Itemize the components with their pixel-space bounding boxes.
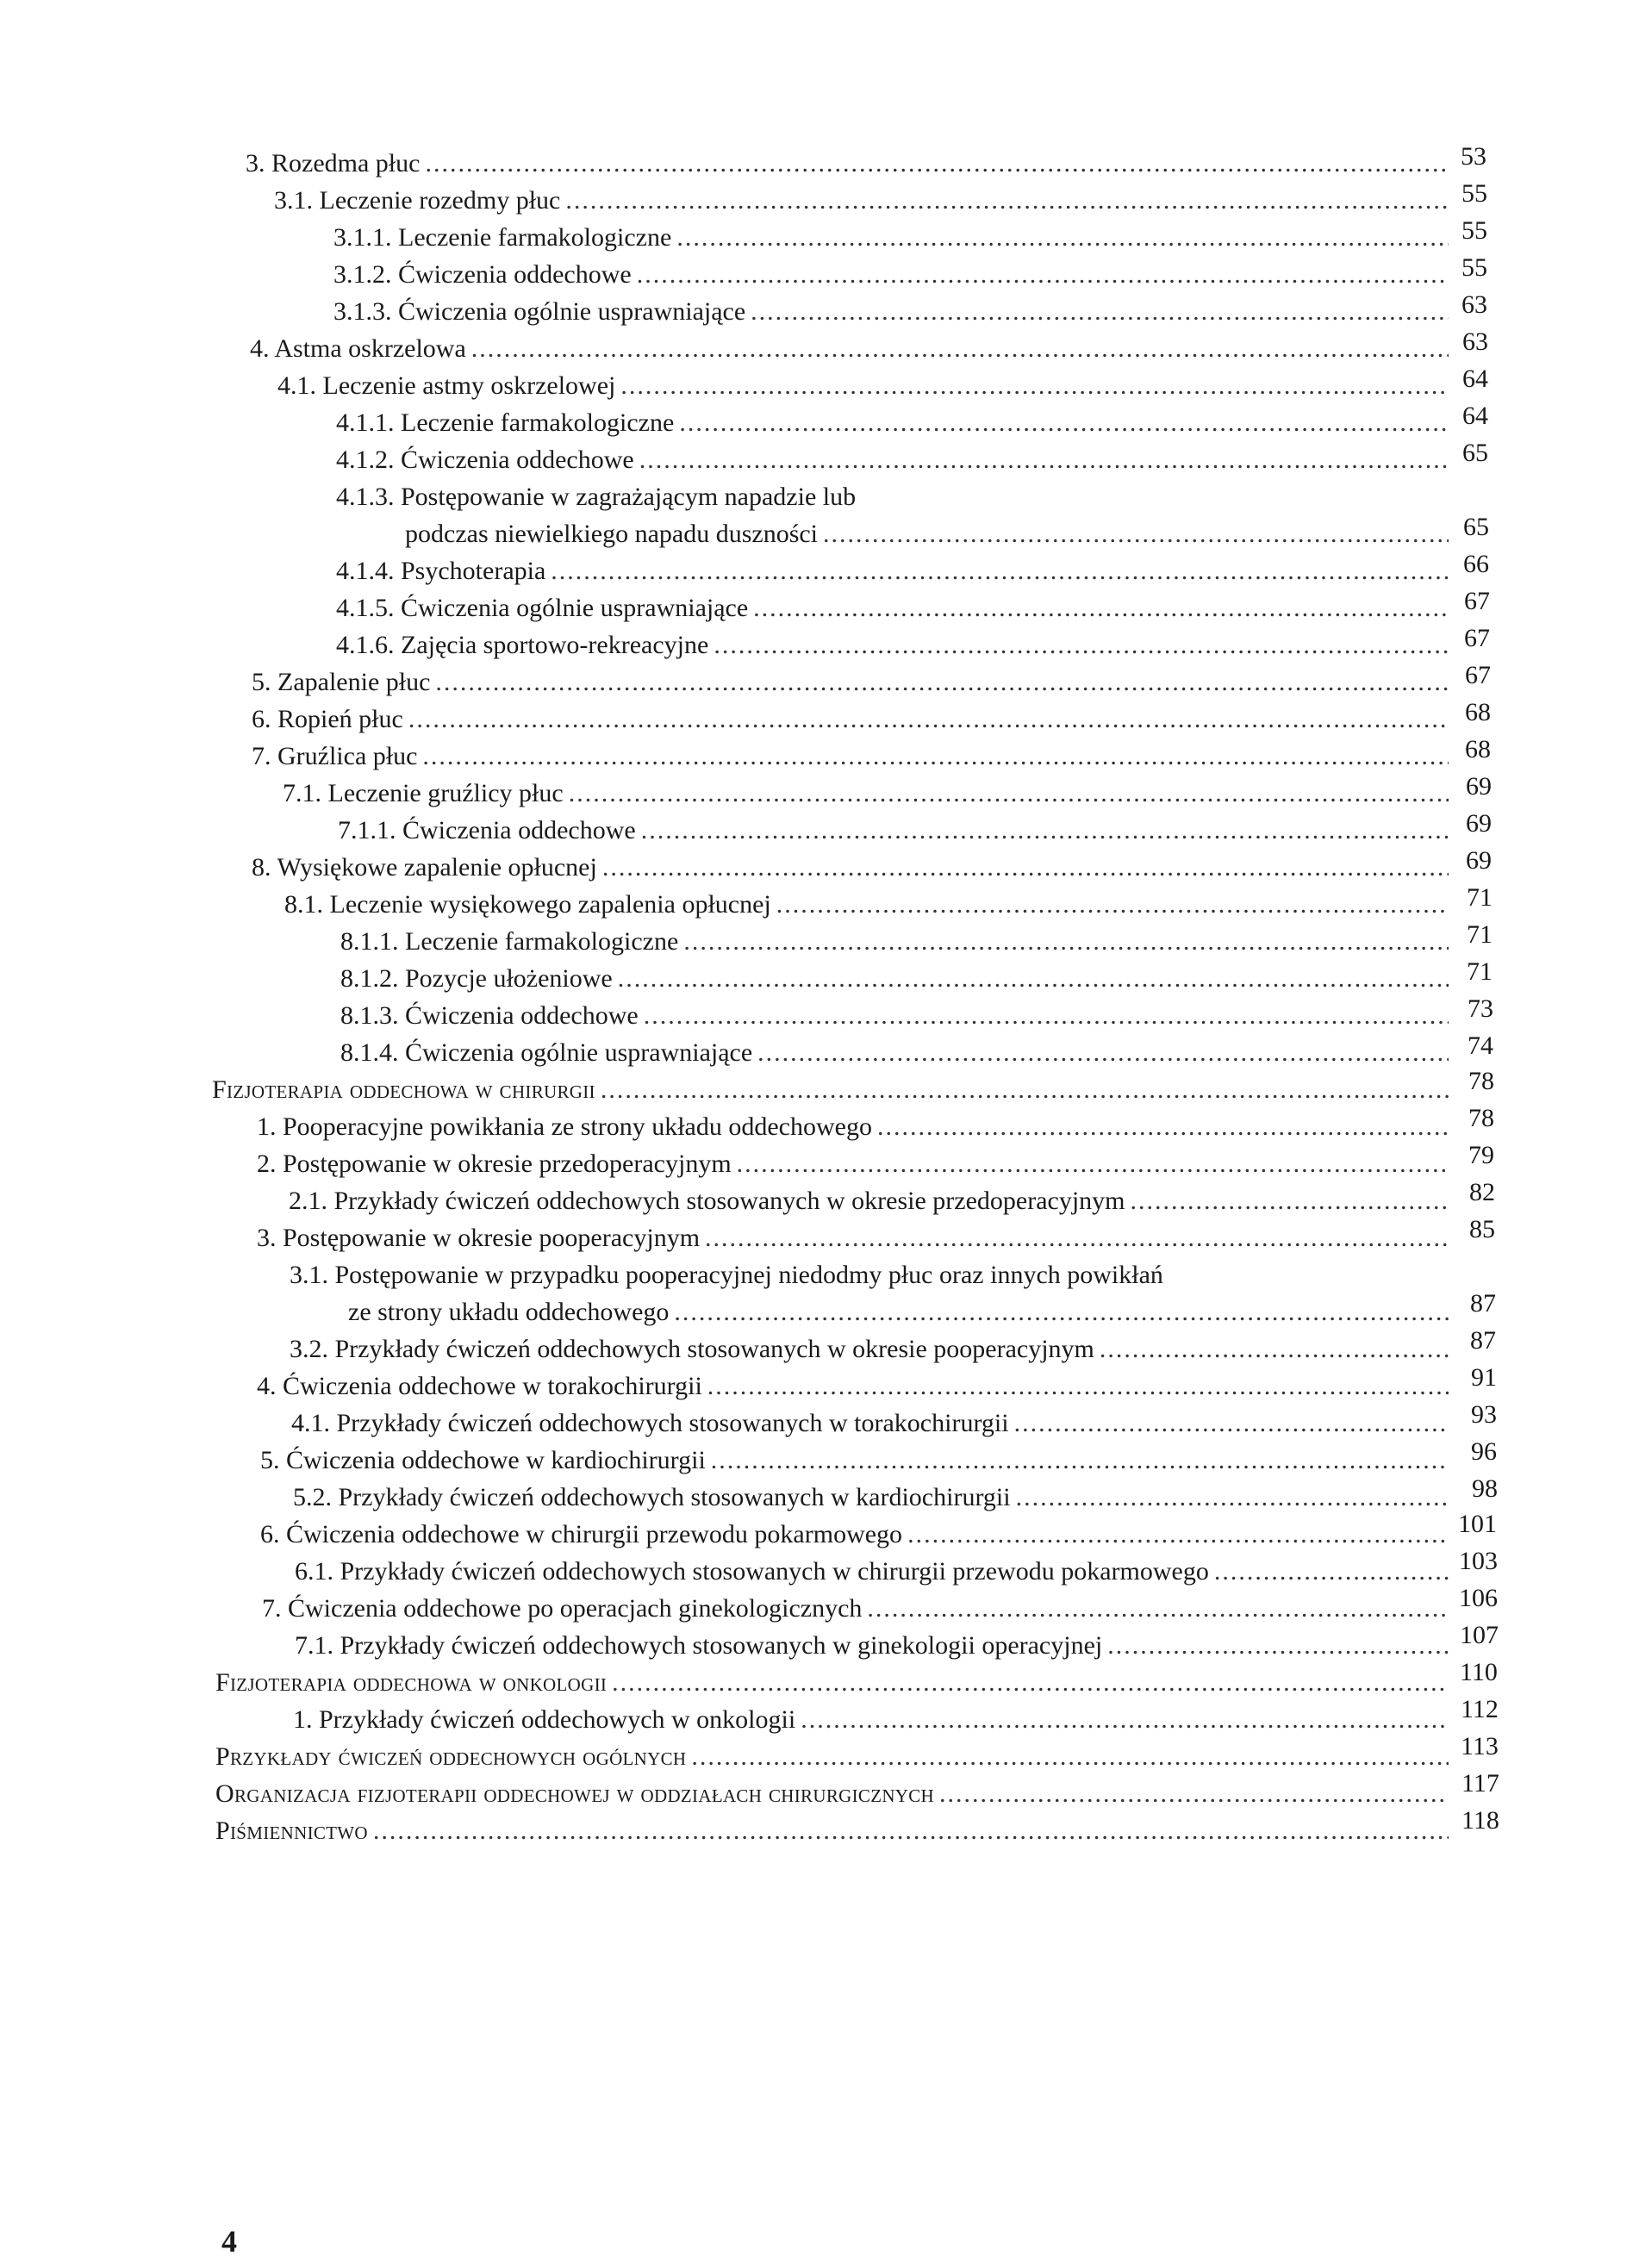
toc-entry-label: 8.1.4. Ćwiczenia ogólnie usprawniające	[340, 1038, 753, 1067]
toc-page-number: 55	[1461, 253, 1487, 282]
toc-entry	[252, 741, 1452, 772]
toc-entry	[405, 519, 1452, 550]
toc-entry	[262, 1593, 1452, 1624]
dot-leader	[641, 815, 1449, 846]
toc-page-number: 64	[1462, 364, 1488, 393]
toc-entry-label: 8.1.3. Ćwiczenia oddechowe	[340, 1001, 639, 1030]
toc-entry	[289, 1186, 1452, 1217]
toc-page-number: 82	[1469, 1178, 1495, 1206]
dot-leader	[707, 1371, 1449, 1402]
toc-entry-label: 7. Gruźlica płuc	[252, 742, 418, 770]
toc-section-heading	[212, 1075, 1452, 1106]
toc-entry-label: Przykłady ćwiczeń oddechowych ogólnych	[215, 1742, 687, 1771]
toc-entry-label: 2. Postępowanie w okresie przedoperacyjnym	[257, 1150, 732, 1178]
toc-entry-label: 5. Zapalenie płuc	[252, 668, 431, 696]
toc-page-number: 73	[1468, 994, 1493, 1023]
toc-entry	[293, 1704, 1452, 1735]
toc-entry	[257, 1112, 1452, 1143]
dot-leader	[676, 222, 1449, 253]
toc-page-number: 71	[1467, 883, 1493, 912]
dot-leader	[939, 1779, 1449, 1810]
toc-entry-label: 4.1.3. Postępowanie w zagrażającym napadzie lub	[336, 483, 857, 511]
toc-entry	[295, 1556, 1452, 1587]
toc-entry-label: 7.1. Leczenie gruźlicy płuc	[283, 779, 564, 807]
toc-page-number: 79	[1468, 1141, 1494, 1169]
toc-entry	[250, 333, 1452, 364]
toc-entry-label: 5. Ćwiczenia oddechowe w kardiochirurgii	[260, 1446, 706, 1474]
toc-entry	[340, 1000, 1452, 1031]
toc-page-number: 91	[1471, 1363, 1497, 1392]
toc-entry	[336, 593, 1452, 624]
dot-leader	[601, 1075, 1449, 1106]
toc-section-heading	[215, 1742, 1452, 1773]
toc-entry	[290, 1260, 1163, 1291]
toc-entry	[277, 371, 1452, 402]
toc-entry	[252, 852, 1452, 883]
toc-entry-label: 4. Astma oskrzelowa	[250, 334, 466, 363]
toc-page-number: 113	[1461, 1732, 1499, 1760]
dot-leader	[705, 1223, 1449, 1254]
toc-page-number: 71	[1467, 920, 1493, 949]
dot-leader	[1014, 1408, 1449, 1439]
toc-entry	[257, 1223, 1452, 1254]
toc-entry-label: 3.1. Leczenie rozedmy płuc	[274, 186, 561, 215]
dot-leader	[1214, 1556, 1449, 1587]
dot-leader	[618, 963, 1449, 994]
toc-page-number: 67	[1465, 661, 1491, 689]
toc-entry	[336, 445, 1452, 476]
dot-leader	[867, 1593, 1449, 1624]
toc-entry-label: 3. Postępowanie w okresie pooperacyjnym	[257, 1224, 701, 1252]
toc-page-number: 65	[1462, 439, 1488, 467]
toc-entry	[333, 296, 1452, 327]
toc-page-number: 68	[1465, 698, 1491, 726]
toc-entry-label: 6.1. Przykłady ćwiczeń oddechowych stosowanych w chirurgii przewodu pokarmowego	[295, 1557, 1209, 1586]
toc-page-number: 69	[1466, 846, 1492, 875]
dot-leader	[569, 778, 1449, 809]
toc-entry-label: 3.1.3. Ćwiczenia ogólnie usprawniające	[333, 297, 746, 326]
dot-leader	[711, 1445, 1449, 1476]
toc-page-number: 67	[1464, 624, 1490, 652]
dot-leader	[714, 630, 1449, 661]
toc-page-number: 55	[1461, 179, 1487, 208]
toc-page-number: 118	[1461, 1806, 1499, 1835]
dot-leader	[801, 1704, 1449, 1735]
toc-entry-label: 4.1.4. Psychoterapia	[336, 557, 546, 585]
toc-page-number: 93	[1471, 1400, 1497, 1429]
toc-page-number: 117	[1461, 1769, 1499, 1798]
dot-leader	[877, 1112, 1449, 1143]
toc-page-number: 87	[1470, 1289, 1496, 1318]
toc-entry-label: 7. Ćwiczenia oddechowe po operacjach ginekologicznych	[262, 1594, 863, 1623]
dot-leader	[823, 519, 1449, 550]
dot-leader	[1107, 1630, 1449, 1661]
toc-entry	[336, 556, 1452, 587]
toc-entry	[293, 1482, 1452, 1513]
toc-entry-label: 8.1.1. Leczenie farmakologiczne	[340, 927, 679, 956]
dot-leader	[637, 259, 1449, 290]
toc-entry-label: Fizjoterapia oddechowa w onkologii	[215, 1668, 608, 1697]
toc-entry	[348, 1297, 1452, 1328]
toc-entry-label: 7.1. Przykłady ćwiczeń oddechowych stosowanych w ginekologii operacyjnej	[295, 1631, 1103, 1660]
dot-leader	[471, 333, 1449, 364]
toc-page-number: 112	[1461, 1695, 1499, 1723]
toc-page-number: 64	[1462, 402, 1488, 430]
toc-entry	[260, 1519, 1452, 1550]
toc-entry-label: 4.1.2. Ćwiczenia oddechowe	[336, 446, 634, 474]
dot-leader	[757, 1037, 1449, 1069]
toc-entry-label: 3.1.1. Leczenie farmakologiczne	[333, 223, 672, 252]
toc-page-number: 63	[1462, 327, 1488, 356]
toc-entry	[252, 667, 1452, 698]
toc-page-number: 68	[1465, 735, 1491, 763]
dot-leader	[1016, 1482, 1449, 1513]
toc-page-number: 78	[1468, 1104, 1494, 1132]
dot-leader	[1131, 1186, 1449, 1217]
toc-page-number: 55	[1461, 216, 1487, 245]
toc-entry-label: 8. Wysiękowe zapalenie opłucnej	[252, 853, 597, 882]
toc-page-number: 69	[1466, 809, 1492, 838]
toc-entry-label: 5.2. Przykłady ćwiczeń oddechowych stosowanych w kardiochirurgii	[293, 1483, 1011, 1511]
toc-entry	[336, 630, 1452, 661]
toc-entry-label: 1. Przykłady ćwiczeń oddechowych w onkologii	[293, 1705, 796, 1734]
toc-page-number: 101	[1458, 1510, 1497, 1538]
toc-section-heading	[215, 1816, 1452, 1847]
toc-entry	[283, 778, 1452, 809]
toc-entry	[340, 963, 1452, 994]
toc-entry-label: 2.1. Przykłady ćwiczeń oddechowych stosowanych w okresie przedoperacyjnym	[289, 1187, 1125, 1215]
toc-page-number: 96	[1471, 1437, 1497, 1466]
dot-leader	[551, 556, 1449, 587]
toc-entry	[291, 1408, 1452, 1439]
toc-page-number: 103	[1459, 1547, 1498, 1575]
toc-entry-label: 4.1.5. Ćwiczenia ogólnie usprawniające	[336, 594, 749, 622]
toc-entry	[295, 1630, 1452, 1661]
toc-entry-label: 4.1.1. Leczenie farmakologiczne	[336, 408, 675, 437]
dot-leader	[776, 889, 1449, 920]
dot-leader	[612, 1667, 1449, 1698]
toc-page-number: 78	[1468, 1067, 1494, 1095]
toc-page-number: 71	[1467, 957, 1493, 986]
dot-leader	[753, 593, 1449, 624]
toc-entry-label: 4.1. Leczenie astmy oskrzelowej	[277, 371, 616, 400]
toc-entry-label: 8.1.2. Pozycje ułożeniowe	[340, 964, 613, 993]
toc-page-number: 107	[1460, 1621, 1499, 1649]
toc-entry	[340, 926, 1452, 957]
toc-entry	[333, 222, 1452, 253]
toc-entry-label: 4.1.6. Zajęcia sportowo-rekreacyjne	[336, 631, 709, 659]
toc-entry-label: 3. Rozedma płuc	[246, 149, 421, 178]
toc-entry-label: 4.1. Przykłady ćwiczeń oddechowych stosowanych w torakochirurgii	[291, 1409, 1009, 1437]
dot-leader	[1100, 1334, 1449, 1365]
dot-leader	[691, 1742, 1449, 1773]
dot-leader	[751, 296, 1449, 327]
toc-entry	[274, 185, 1452, 216]
toc-entry-label: Fizjoterapia oddechowa w chirurgii	[212, 1075, 595, 1104]
dot-leader	[602, 852, 1449, 883]
toc-entry-label: 4. Ćwiczenia oddechowe w torakochirurgii	[257, 1372, 702, 1400]
toc-entry-label: Piśmiennictwo	[215, 1816, 368, 1845]
dot-leader	[644, 1000, 1449, 1031]
dot-leader	[435, 667, 1449, 698]
toc-entry-label: 6. Ropień płuc	[252, 705, 403, 733]
dot-leader	[408, 704, 1449, 735]
toc-entry-label: 3.2. Przykłady ćwiczeń oddechowych stosowanych w okresie pooperacyjnym	[290, 1335, 1094, 1363]
toc-entry	[260, 1445, 1452, 1476]
dot-leader	[679, 408, 1449, 439]
toc-entry-label: 7.1.1. Ćwiczenia oddechowe	[338, 816, 636, 844]
dot-leader	[683, 926, 1449, 957]
toc-page-number: 87	[1470, 1326, 1496, 1355]
toc-entry	[252, 704, 1452, 735]
toc-entry-label: Organizacja fizjoterapii oddechowej w oddziałach chirurgicznych	[215, 1779, 935, 1808]
toc-entry-label: 8.1. Leczenie wysiękowego zapalenia opłucnej	[284, 890, 771, 919]
toc-page-number: 66	[1463, 550, 1489, 578]
dot-leader	[674, 1297, 1449, 1328]
toc-entry	[336, 408, 1452, 439]
dot-leader	[565, 185, 1449, 216]
toc-entry	[284, 889, 1452, 920]
toc-entry-label: 3.1. Postępowanie w przypadku pooperacyjnej niedodmy płuc oraz innych powikłań	[290, 1261, 1163, 1289]
toc-entry	[246, 148, 1452, 179]
toc-page-number: 106	[1459, 1584, 1498, 1612]
toc-page-number: 65	[1463, 513, 1489, 541]
dot-leader	[620, 371, 1449, 402]
dot-leader	[373, 1816, 1449, 1847]
toc-page-number: 85	[1469, 1215, 1495, 1243]
toc-entry	[340, 1037, 1452, 1069]
toc-page-number: 63	[1461, 290, 1487, 319]
toc-page-number: 67	[1464, 587, 1490, 615]
toc-entry-label: podczas niewielkiego napadu duszności	[405, 520, 819, 548]
toc-entry-label: 3.1.2. Ćwiczenia oddechowe	[333, 260, 632, 289]
toc-entry	[338, 815, 1452, 846]
toc-page-number: 74	[1468, 1031, 1493, 1060]
dot-leader	[737, 1149, 1449, 1180]
toc-entry	[333, 259, 1452, 290]
page-number: 4	[221, 2224, 237, 2259]
toc-page-number: 110	[1460, 1658, 1498, 1686]
toc-section-heading	[215, 1779, 1452, 1810]
toc-entry	[257, 1371, 1452, 1402]
dot-leader	[425, 148, 1449, 179]
toc-page-number: 53	[1461, 142, 1486, 171]
toc-entry	[336, 482, 856, 513]
dot-leader	[422, 741, 1449, 772]
toc-entry	[257, 1149, 1452, 1180]
dot-leader	[639, 445, 1449, 476]
toc-entry-label: 6. Ćwiczenia oddechowe w chirurgii przewodu pokarmowego	[260, 1520, 903, 1548]
toc-entry-label: ze strony układu oddechowego	[348, 1298, 670, 1326]
dot-leader	[907, 1519, 1449, 1550]
toc-page-number: 98	[1472, 1474, 1498, 1503]
toc-section-heading	[215, 1667, 1452, 1698]
toc-entry	[290, 1334, 1452, 1365]
toc-page-number: 69	[1466, 772, 1492, 801]
toc-entry-label: 1. Pooperacyjne powikłania ze strony układu oddechowego	[257, 1112, 872, 1141]
